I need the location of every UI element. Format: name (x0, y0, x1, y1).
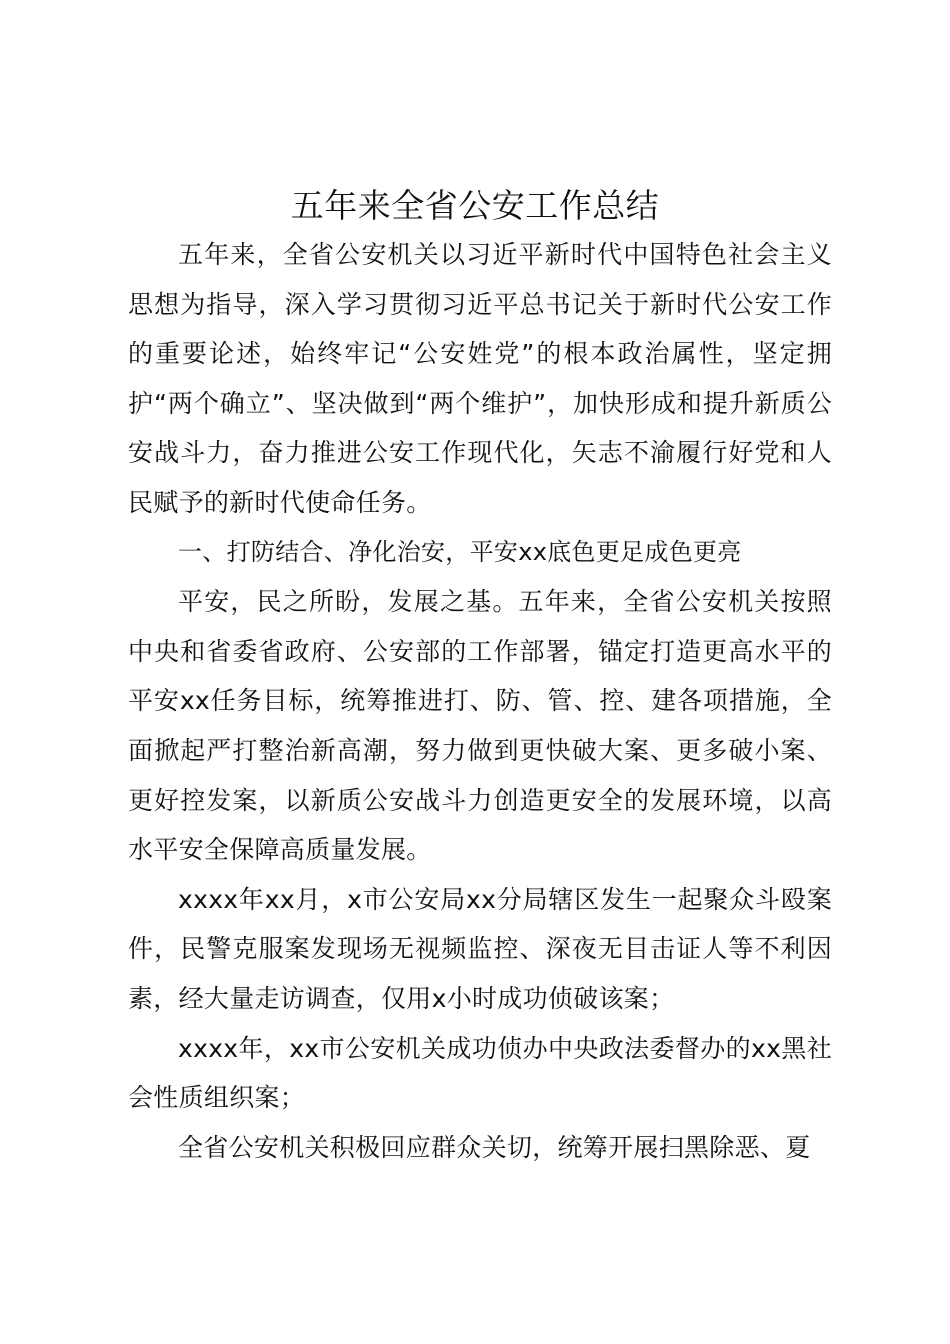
paragraph-section-1: 平安，民之所盼，发展之基。五年来，全省公安机关按照中央和省委省政府、公安部的工作部署，锚定打造更高水平的平安xx任务目标，统筹推进打、防、管、控、建各项措施，全面掀起严打整治新高潮，努力做到更快破大案、更多破小案、更好控发案，以新质公安战斗力创造更安全的发展环境，以高水平安全保障高质量发展。 (128, 587, 832, 865)
document-body (128, 230, 832, 1172)
paragraph-continued: 全省公安机关积极回应群众关切，统筹开展扫黑除恶、夏 (178, 1132, 811, 1162)
section-heading-1: 一、打防结合、净化治安，平安xx底色更足成色更亮 (178, 537, 742, 566)
document-title: 五年来全省公安工作总结 (290, 186, 660, 225)
paragraph-intro: 五年来，全省公安机关以习近平新时代中国特色社会主义思想为指导，深入学习贯彻习近平总书记关于新时代公安工作的重要论述，始终牢记“公安姓党”的根本政治属性，坚定拥护“两个确立”、坚决做到“两个维护”，加快形成和提升新质公安战斗力，奋力推进公安工作现代化，矢志不渝履行好党和人民赋予的新时代使命任务。 (128, 240, 832, 517)
paragraph-case-2: xxxx年，xx市公安机关成功侦办中央政法委督办的xx黑社会性质组织案； (128, 1033, 832, 1113)
paragraph-case-1: xxxx年xx月，x市公安局xx分局辖区发生一起聚众斗殴案件，民警克服案发现场无视频监控、深夜无目击证人等不利因素，经大量走访调查，仅用x小时成功侦破该案； (128, 884, 832, 1013)
